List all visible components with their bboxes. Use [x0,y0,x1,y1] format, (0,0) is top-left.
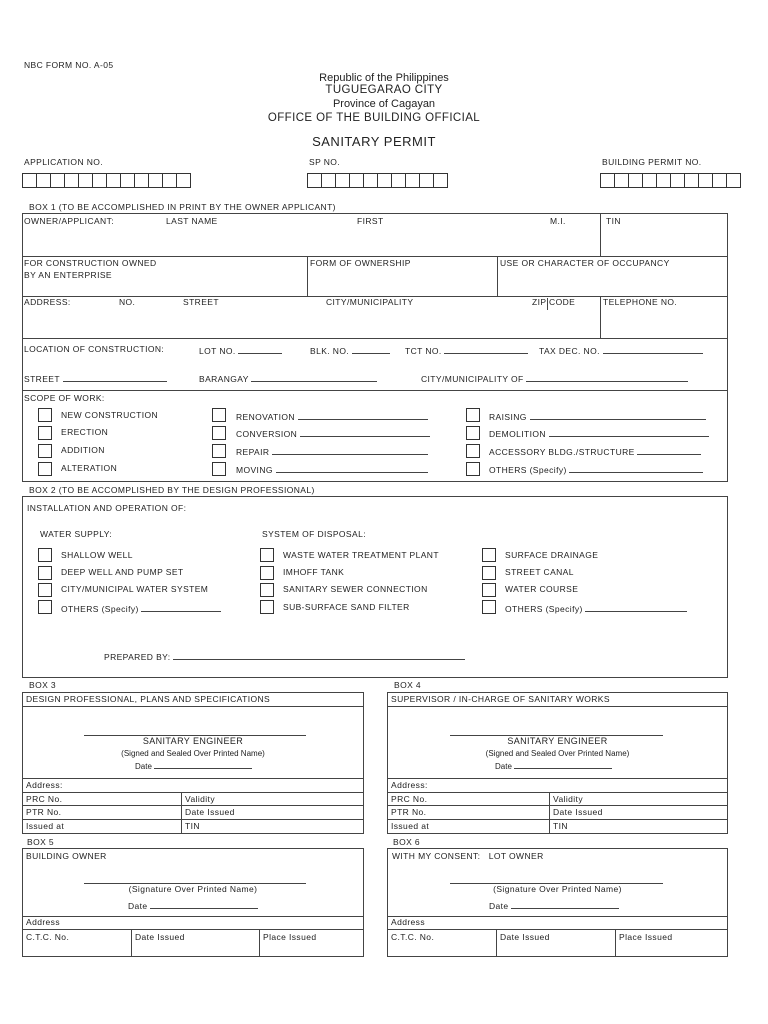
street-canal-checkbox[interactable] [482,566,496,580]
box6-date-issued-label: Date Issued [500,932,550,942]
raising-checkbox[interactable] [466,408,480,422]
divider [387,805,728,806]
divider [387,778,728,779]
box4-validity-label: Validity [553,794,583,804]
blk-no-label: BLK. NO. [310,346,350,356]
box3-ptr-label: PTR No. [26,807,62,817]
moving-label: MOVING [236,465,273,475]
city-of-field[interactable] [421,373,688,384]
box4-heading: SUPERVISOR / IN-CHARGE OF SANITARY WORKS [391,694,610,704]
form-of-ownership-label: FORM OF OWNERSHIP [310,258,411,268]
mi-label: M.I. [550,216,566,226]
street-label: STREET [24,374,60,384]
others-water-field[interactable] [61,603,221,614]
box5-signature-note: (Signature Over Printed Name) [128,884,258,894]
others-scope-label: OTHERS (Specify) [489,465,567,475]
tax-dec-no-label: TAX DEC. NO. [539,346,600,356]
address-street-label: STREET [183,297,219,307]
imhoff-label: IMHOFF TANK [283,567,345,577]
city-of-label: CITY/MUNICIPALITY OF [421,374,524,384]
prepared-by-field[interactable] [104,651,465,662]
sand-filter-checkbox[interactable] [260,600,274,614]
others-water-label: OTHERS (Specify) [61,604,139,614]
box6-ctc-label: C.T.C. No. [391,932,435,942]
repair-checkbox[interactable] [212,444,226,458]
box4-signed-note: (Signed and Sealed Over Printed Name) [485,749,630,758]
construction-owned-label: FOR CONSTRUCTION OWNED [24,258,157,268]
deep-well-checkbox[interactable] [38,566,52,580]
divider [497,256,498,296]
telephone-label: TELEPHONE NO. [603,297,678,307]
accessory-checkbox[interactable] [466,444,480,458]
box3-role: SANITARY ENGINEER [142,736,244,746]
box4-prc-label: PRC No. [391,794,428,804]
box5-place-issued-label: Place Issued [263,932,317,942]
divider [22,338,728,339]
addition-label: ADDITION [61,445,105,455]
alteration-label: ALTERATION [61,463,118,473]
divider [22,819,364,820]
tax-dec-no-field[interactable] [539,345,703,356]
barangay-field[interactable] [199,373,377,384]
box4-issued-at-label: Issued at [391,821,430,831]
divider [600,213,601,256]
page-title: SANITARY PERMIT [312,134,436,149]
sewer-checkbox[interactable] [260,583,274,597]
addition-checkbox[interactable] [38,444,52,458]
waste-water-label: WASTE WATER TREATMENT PLANT [283,550,439,560]
lot-no-label: LOT NO. [199,346,236,356]
divider [259,929,260,957]
zip-code-label: ZIP CODE [532,297,576,307]
address-city-label: CITY/MUNICIPALITY [326,297,414,307]
scope-of-work-label: SCOPE OF WORK: [24,393,105,403]
application-no-field[interactable] [22,173,191,188]
prepared-by-label: PREPARED BY: [104,652,171,662]
moving-field[interactable] [236,464,428,475]
box4-date-issued-label: Date Issued [553,807,603,817]
box6-signature-note: (Signature Over Printed Name) [493,884,622,894]
box4-date-label: Date [495,762,512,771]
others-scope-checkbox[interactable] [466,462,480,476]
city-line: TUGUEGARAO CITY [325,84,443,96]
erection-label: ERECTION [61,427,109,437]
box4-tin-label: TIN [553,821,568,831]
lot-no-field[interactable] [199,345,282,356]
raising-label: RAISING [489,412,527,422]
blk-no-field[interactable] [310,345,390,356]
imhoff-checkbox[interactable] [260,566,274,580]
waste-water-checkbox[interactable] [260,548,274,562]
box3-prc-label: PRC No. [26,794,63,804]
divider [387,916,728,917]
box3-date-label: Date [135,762,152,771]
divider [615,929,616,957]
sp-no-label: SP NO. [309,157,341,167]
box5-label: BOX 5 [27,837,55,847]
repair-field[interactable] [236,446,428,457]
box2-heading: BOX 2 (TO BE ACCOMPLISHED BY THE DESIGN PROFESSIONAL) [29,485,315,495]
box3-date-field[interactable] [135,760,252,771]
box3-address-label: Address: [26,780,63,790]
box3-date-issued-label: Date Issued [185,807,235,817]
divider [22,706,364,707]
renovation-label: RENOVATION [236,412,295,422]
form-number: NBC FORM NO. A-05 [24,60,114,70]
box5-date-field[interactable] [128,900,258,911]
water-course-label: WATER COURSE [505,584,579,594]
box6-date-label: Date [489,901,509,911]
surface-drainage-checkbox[interactable] [482,548,496,562]
box6-label: BOX 6 [393,837,421,847]
installation-label: INSTALLATION AND OPERATION OF: [27,503,187,513]
divider [387,929,728,930]
others-water-checkbox[interactable] [38,600,52,614]
divider [496,929,497,957]
republic-line: Republic of the Philippines [319,72,449,84]
divider [22,929,364,930]
use-occupancy-label: USE OR CHARACTER OF OCCUPANCY [500,258,670,268]
box5-date-issued-label: Date Issued [135,932,185,942]
tct-no-label: TCT NO. [405,346,442,356]
alteration-checkbox[interactable] [38,462,52,476]
divider [387,819,728,820]
street-field[interactable] [24,373,167,384]
divider [600,296,601,338]
others-disposal-checkbox[interactable] [482,600,496,614]
conversion-checkbox[interactable] [212,426,226,440]
address-label: ADDRESS: [24,297,71,307]
demolition-label: DEMOLITION [489,429,546,439]
demolition-checkbox[interactable] [466,426,480,440]
divider [307,256,308,296]
others-scope-field[interactable] [489,464,703,475]
divider [131,929,132,957]
tct-no-field[interactable] [405,345,528,356]
divider [181,792,182,834]
owner-applicant-label: OWNER/APPLICANT: [24,216,114,226]
accessory-field[interactable] [489,446,701,457]
box5-heading: BUILDING OWNER [26,851,107,861]
divider [387,706,728,707]
demolition-field[interactable] [489,428,709,439]
conversion-label: CONVERSION [236,429,298,439]
box3-tin-label: TIN [185,821,200,831]
office-line: OFFICE OF THE BUILDING OFFICIAL [267,112,481,124]
application-no-label: APPLICATION NO. [24,157,104,167]
new-construction-label: NEW CONSTRUCTION [61,410,159,420]
box4-date-field[interactable] [495,760,612,771]
others-disposal-label: OTHERS (Specify) [505,604,583,614]
city-water-label: CITY/MUNICIPAL WATER SYSTEM [61,584,209,594]
box1-heading: BOX 1 (TO BE ACCOMPLISHED IN PRINT BY THE OWNER APPLICANT) [29,202,336,212]
divider [22,390,728,391]
erection-checkbox[interactable] [38,426,52,440]
enterprise-label: BY AN ENTERPRISE [24,270,112,280]
box4-ptr-label: PTR No. [391,807,427,817]
new-construction-checkbox[interactable] [38,408,52,422]
renovation-field[interactable] [236,411,428,422]
box3-issued-at-label: Issued at [26,821,65,831]
tin-label: TIN [606,216,621,226]
building-permit-no-label: BUILDING PERMIT NO. [602,157,702,167]
divider [22,778,364,779]
repair-label: REPAIR [236,447,270,457]
deep-well-label: DEEP WELL AND PUMP SET [61,567,184,577]
barangay-label: BARANGAY [199,374,249,384]
box3-signed-note: (Signed and Sealed Over Printed Name) [121,749,265,758]
box5-address-label: Address [26,917,60,927]
box4-role: SANITARY ENGINEER [507,736,608,746]
building-permit-no-field[interactable] [600,173,741,188]
raising-field[interactable] [489,411,706,422]
box5-ctc-label: C.T.C. No. [26,932,70,942]
sand-filter-label: SUB-SURFACE SAND FILTER [283,602,410,612]
address-no-label: NO. [119,297,136,307]
location-label: LOCATION OF CONSTRUCTION: [24,344,165,354]
box3-label: BOX 3 [29,680,57,690]
box5-date-label: Date [128,901,148,911]
box4-label: BOX 4 [394,680,422,690]
city-water-checkbox[interactable] [38,583,52,597]
divider [387,792,728,793]
divider [22,256,728,257]
divider [22,916,364,917]
divider [22,792,364,793]
shallow-well-checkbox[interactable] [38,548,52,562]
shallow-well-label: SHALLOW WELL [61,550,133,560]
sewer-label: SANITARY SEWER CONNECTION [283,584,428,594]
divider [549,792,550,834]
divider [22,805,364,806]
conversion-field[interactable] [236,428,430,439]
box6-place-issued-label: Place Issued [619,932,673,942]
first-name-label: FIRST [357,216,384,226]
box6-address-label: Address [391,917,425,927]
box6-heading: WITH MY CONSENT: LOT OWNER [392,851,544,861]
surface-drainage-label: SURFACE DRAINAGE [505,550,599,560]
others-disposal-field[interactable] [505,603,687,614]
renovation-checkbox[interactable] [212,408,226,422]
system-of-disposal-label: SYSTEM OF DISPOSAL: [262,529,366,539]
box3-heading: DESIGN PROFESSIONAL, PLANS AND SPECIFICATIONS [26,694,271,704]
moving-checkbox[interactable] [212,462,226,476]
last-name-label: LAST NAME [166,216,218,226]
box3-validity-label: Validity [185,794,215,804]
accessory-label: ACCESSORY BLDG./STRUCTURE [489,447,635,457]
sp-no-field[interactable] [307,173,448,188]
water-course-checkbox[interactable] [482,583,496,597]
water-supply-label: WATER SUPPLY: [40,529,113,539]
box4-address-label: Address: [391,780,428,790]
province-line: Province of Cagayan [332,98,436,110]
box6-date-field[interactable] [489,900,619,911]
street-canal-label: STREET CANAL [505,567,574,577]
